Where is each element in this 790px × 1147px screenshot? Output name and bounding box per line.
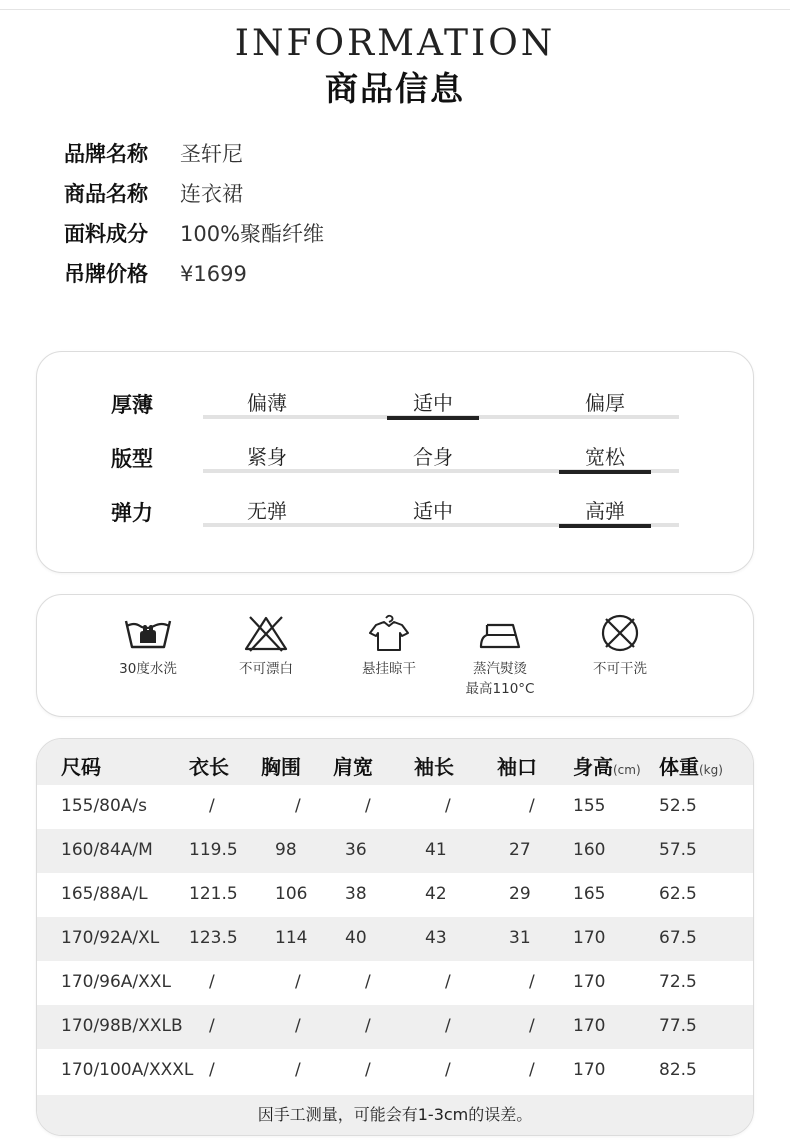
no-bleach-icon bbox=[211, 613, 321, 653]
table-cell: 119.5 bbox=[189, 840, 238, 860]
info-value: 100%聚酯纤维 bbox=[180, 222, 325, 246]
table-cell: / bbox=[529, 1060, 535, 1080]
column-header: 身高 bbox=[573, 755, 613, 779]
unit-label: (kg) bbox=[699, 763, 723, 777]
page-title-en: INFORMATION bbox=[234, 23, 556, 64]
table-cell: / bbox=[295, 1060, 301, 1080]
table-cell: 31 bbox=[509, 928, 531, 948]
unit-label: (cm) bbox=[613, 763, 641, 777]
table-cell: / bbox=[209, 796, 215, 816]
table-cell: 82.5 bbox=[659, 1060, 697, 1080]
table-cell: 160 bbox=[573, 840, 606, 860]
fabric-feel-card bbox=[36, 351, 754, 573]
info-row-brand bbox=[64, 134, 324, 174]
care-item-iron bbox=[445, 613, 555, 699]
feel-option: 宽松 bbox=[559, 441, 651, 470]
feel-option: 无弹 bbox=[247, 499, 287, 523]
size-table-header bbox=[37, 739, 753, 785]
table-cell: 42 bbox=[425, 884, 447, 904]
wash-30-icon bbox=[93, 613, 203, 653]
top-divider bbox=[0, 9, 790, 10]
info-key: 商品名称 bbox=[64, 182, 148, 206]
column-header: 肩宽 bbox=[333, 755, 373, 779]
table-row bbox=[37, 961, 753, 1005]
table-row bbox=[37, 873, 753, 917]
size-cell: 170/96A/XXL bbox=[61, 972, 171, 992]
feel-option: 偏薄 bbox=[247, 391, 287, 415]
table-cell: 165 bbox=[573, 884, 606, 904]
care-label: 30度水洗 bbox=[119, 661, 177, 677]
no-dry-clean-icon bbox=[565, 613, 675, 653]
table-cell: 77.5 bbox=[659, 1016, 697, 1036]
feel-option: 适中 bbox=[413, 499, 453, 523]
table-cell: / bbox=[209, 972, 215, 992]
column-header: 胸围 bbox=[261, 755, 301, 779]
table-cell: 170 bbox=[573, 1016, 606, 1036]
info-value: 圣轩尼 bbox=[180, 142, 243, 166]
table-cell: 121.5 bbox=[189, 884, 238, 904]
table-cell: 36 bbox=[345, 840, 367, 860]
size-cell: 170/100A/XXXL bbox=[61, 1060, 194, 1080]
table-cell: 72.5 bbox=[659, 972, 697, 992]
measurement-note: 因手工测量，可能会有1-3cm的误差。 bbox=[37, 1095, 753, 1135]
care-item-bleach bbox=[211, 613, 321, 679]
table-cell: 27 bbox=[509, 840, 531, 860]
table-cell: 170 bbox=[573, 928, 606, 948]
table-cell: 38 bbox=[345, 884, 367, 904]
size-cell: 160/84A/M bbox=[61, 840, 153, 860]
care-label: 悬挂晾干 bbox=[362, 661, 416, 677]
page-title: 商品信息 bbox=[325, 69, 465, 108]
care-item-dryclean bbox=[565, 613, 675, 679]
info-key: 面料成分 bbox=[64, 222, 148, 246]
table-cell: / bbox=[445, 796, 451, 816]
info-value: 连衣裙 bbox=[180, 182, 243, 206]
table-row bbox=[37, 785, 753, 829]
column-header-weight bbox=[659, 751, 723, 780]
table-cell: 40 bbox=[345, 928, 367, 948]
column-header: 衣长 bbox=[189, 755, 229, 779]
column-header: 尺码 bbox=[61, 755, 101, 779]
feel-row-stretch bbox=[37, 487, 753, 537]
table-cell: / bbox=[445, 1016, 451, 1036]
feel-option: 合身 bbox=[413, 445, 453, 469]
feel-option: 高弹 bbox=[559, 495, 651, 524]
table-cell: 57.5 bbox=[659, 840, 697, 860]
care-label: 不可漂白 bbox=[239, 661, 293, 677]
table-cell: 62.5 bbox=[659, 884, 697, 904]
iron-icon bbox=[445, 613, 555, 653]
table-cell: 106 bbox=[275, 884, 308, 904]
column-header-height bbox=[573, 751, 641, 780]
info-key: 吊牌价格 bbox=[64, 262, 148, 286]
table-cell: / bbox=[529, 1016, 535, 1036]
column-header: 袖口 bbox=[497, 755, 537, 779]
table-row bbox=[37, 1005, 753, 1049]
table-cell: 67.5 bbox=[659, 928, 697, 948]
feel-option: 偏厚 bbox=[585, 391, 625, 415]
table-cell: 29 bbox=[509, 884, 531, 904]
table-cell: 41 bbox=[425, 840, 447, 860]
table-cell: 123.5 bbox=[189, 928, 238, 948]
feel-option: 适中 bbox=[387, 387, 479, 416]
care-label-extra: 最高110°C bbox=[465, 681, 535, 697]
column-header: 袖长 bbox=[414, 755, 454, 779]
care-label: 不可干洗 bbox=[593, 661, 647, 677]
table-cell: / bbox=[209, 1060, 215, 1080]
table-cell: / bbox=[445, 1060, 451, 1080]
care-item-hang bbox=[334, 613, 444, 679]
care-label: 蒸汽熨烫 bbox=[473, 661, 527, 677]
table-cell: / bbox=[365, 1016, 371, 1036]
table-row bbox=[37, 1049, 753, 1093]
table-cell: / bbox=[529, 796, 535, 816]
care-item-wash bbox=[93, 613, 203, 679]
feel-row-thickness bbox=[37, 379, 753, 429]
feel-label: 厚薄 bbox=[111, 393, 153, 417]
feel-label: 弹力 bbox=[111, 501, 153, 525]
table-cell: / bbox=[529, 972, 535, 992]
table-cell: / bbox=[365, 796, 371, 816]
table-cell: / bbox=[365, 1060, 371, 1080]
size-cell: 165/88A/L bbox=[61, 884, 148, 904]
table-cell: / bbox=[295, 972, 301, 992]
table-cell: 43 bbox=[425, 928, 447, 948]
table-cell: / bbox=[365, 972, 371, 992]
info-row-price bbox=[64, 254, 324, 294]
table-cell: 155 bbox=[573, 796, 606, 816]
table-cell: / bbox=[295, 796, 301, 816]
size-cell: 170/98B/XXLB bbox=[61, 1016, 183, 1036]
info-row-name bbox=[64, 174, 324, 214]
feel-row-fit bbox=[37, 433, 753, 483]
product-info-list bbox=[64, 134, 324, 294]
table-cell: / bbox=[295, 1016, 301, 1036]
table-cell: 52.5 bbox=[659, 796, 697, 816]
info-key: 品牌名称 bbox=[64, 142, 148, 166]
table-row bbox=[37, 917, 753, 961]
size-table bbox=[36, 738, 754, 1136]
table-cell: / bbox=[209, 1016, 215, 1036]
table-cell: 98 bbox=[275, 840, 297, 860]
table-row bbox=[37, 829, 753, 873]
feel-label: 版型 bbox=[111, 447, 153, 471]
info-value: ¥1699 bbox=[180, 262, 247, 286]
size-cell: 155/80A/s bbox=[61, 796, 148, 816]
table-cell: / bbox=[445, 972, 451, 992]
column-header: 体重 bbox=[659, 755, 699, 779]
size-cell: 170/92A/XL bbox=[61, 928, 160, 948]
care-instructions-card bbox=[36, 594, 754, 717]
table-cell: 170 bbox=[573, 1060, 606, 1080]
hang-dry-icon bbox=[334, 613, 444, 653]
feel-option: 紧身 bbox=[247, 445, 287, 469]
table-cell: 114 bbox=[275, 928, 308, 948]
info-row-fabric bbox=[64, 214, 324, 254]
table-cell: 170 bbox=[573, 972, 606, 992]
